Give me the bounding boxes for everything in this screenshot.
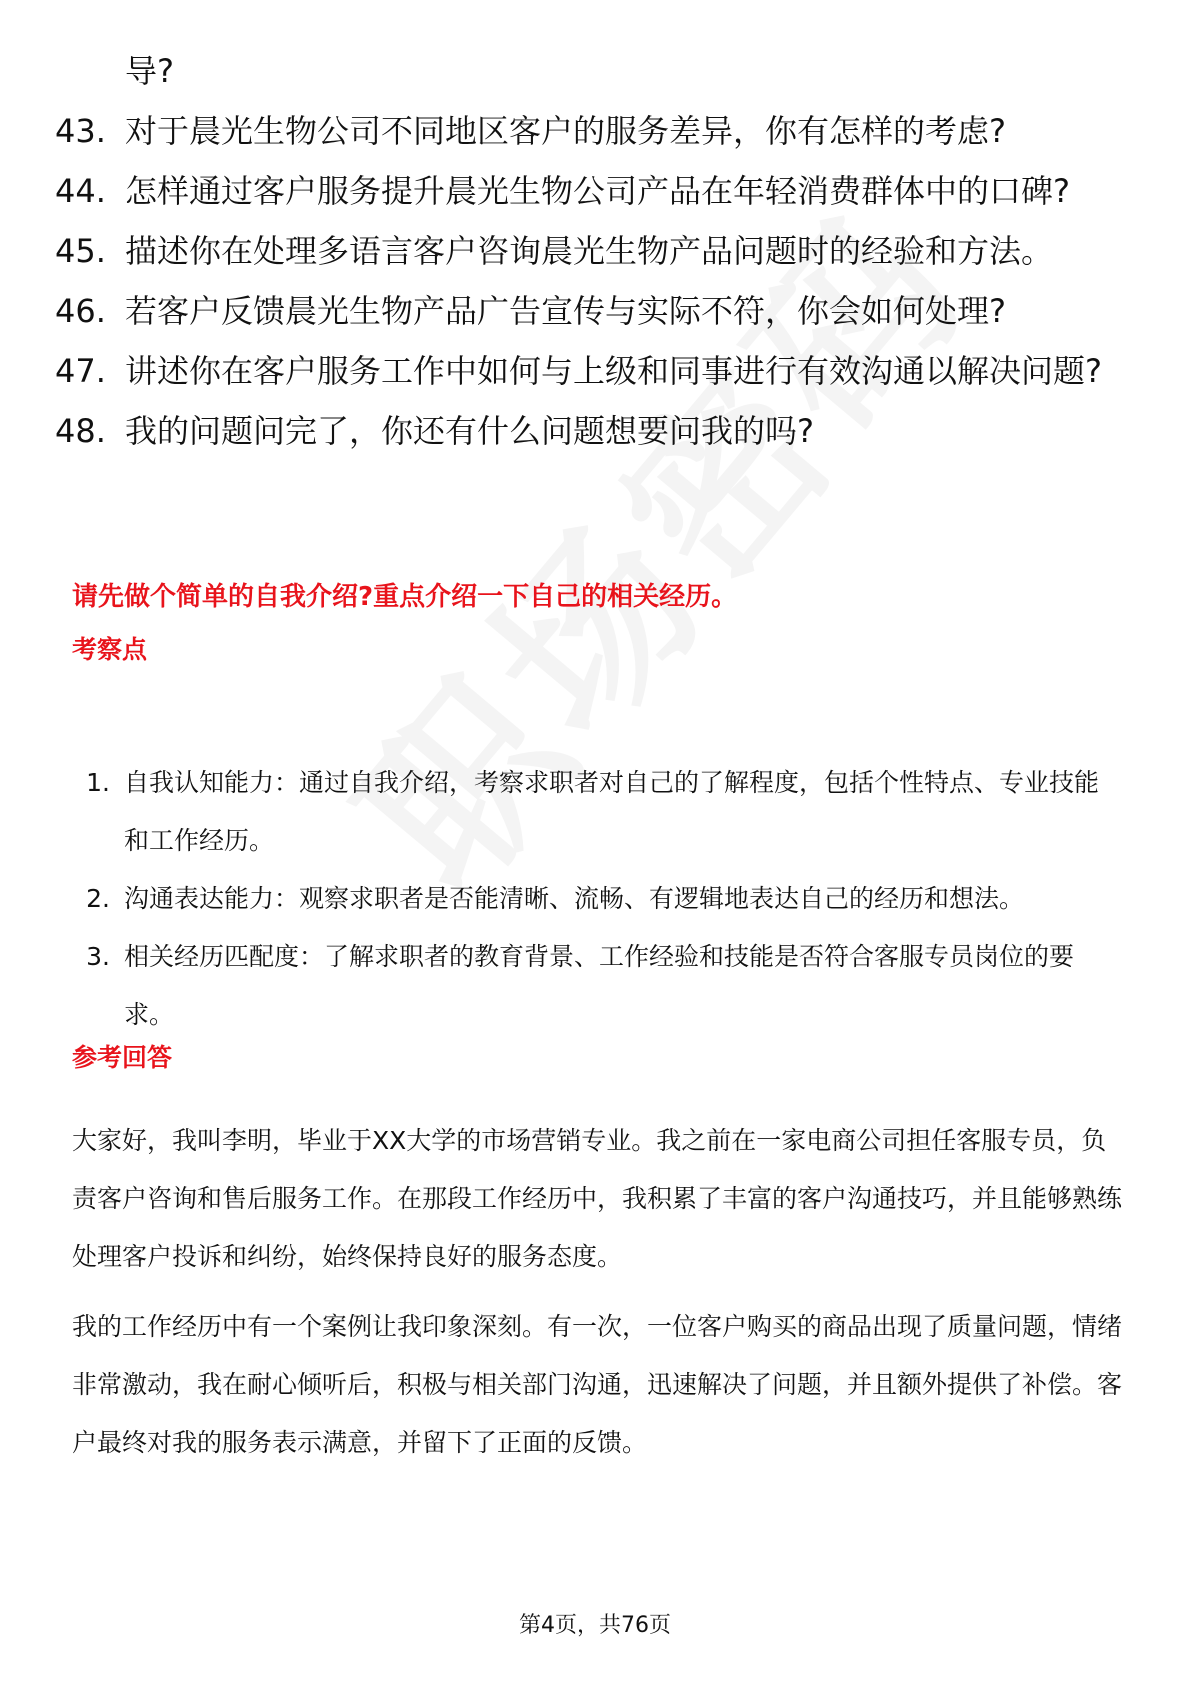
question-number: 44. (55, 172, 106, 210)
question-text: 讲述你在客户服务工作中如何与上级和同事进行有效沟通以解决问题? (125, 352, 1102, 390)
answer-paragraph: 我的工作经历中有一个案例让我印象深刻。有一次，一位客户购买的商品出现了质量问题，情绪非常激动，我在耐心倾听后，积极与相关部门沟通，迅速解决了问题，并且额外提供了补偿。客户最终对我的服务表示满意，并留下了正面的反馈。 (72, 1312, 1123, 1457)
question-number: 45. (55, 232, 106, 270)
point-text: 自我认知能力：通过自我介绍，考察求职者对自己的了解程度，包括个性特点、专业技能和工作经历。 (124, 768, 1100, 855)
question-number: 48. (55, 412, 106, 450)
question-item (55, 172, 1135, 210)
question-number: 46. (55, 292, 106, 330)
question-item (55, 292, 1135, 330)
question-number (55, 52, 125, 90)
point-number: 2. (86, 884, 110, 913)
question-text: 怎样通过客户服务提升晨光生物公司产品在年轻消费群体中的口碑? (125, 172, 1070, 210)
point-number: 1. (86, 768, 110, 797)
question-number: 47. (55, 352, 106, 390)
point-item (72, 870, 1122, 928)
point-text: 沟通表达能力：观察求职者是否能清晰、流畅、有逻辑地表达自己的经历和想法。 (124, 884, 1025, 913)
point-text: 相关经历匹配度：了解求职者的教育背景、工作经验和技能是否符合客服专员岗位的要求。 (124, 942, 1075, 1029)
question-text: 我的问题问完了，你还有什么问题想要问我的吗? (125, 412, 814, 450)
question-text: 若客户反馈晨光生物产品广告宣传与实际不符，你会如何处理? (125, 292, 1006, 330)
question-item (55, 52, 1135, 90)
point-item (72, 754, 1122, 870)
question-list (55, 52, 1135, 472)
answer-heading: 参考回答 (72, 1043, 173, 1072)
evaluation-points (72, 754, 1122, 1044)
question-item (55, 352, 1135, 390)
question-number: 43. (55, 112, 106, 150)
question-text: 描述你在处理多语言客户咨询晨光生物产品问题时的经验和方法。 (125, 232, 1054, 270)
points-heading: 考察点 (72, 635, 148, 664)
question-text: 导? (125, 52, 174, 90)
point-item (72, 928, 1122, 1044)
page-footer: 第4页，共76页 (519, 1613, 671, 1638)
question-item (55, 412, 1135, 450)
question-item (55, 232, 1135, 270)
question-item (55, 112, 1135, 150)
answer-paragraph: 大家好，我叫李明，毕业于XX大学的市场营销专业。我之前在一家电商公司担任客服专员，负责客户咨询和售后服务工作。在那段工作经历中，我积累了丰富的客户沟通技巧，并且能够熟练处理客户投诉和纠纷，始终保持良好的服务态度。 (72, 1126, 1123, 1271)
question-heading: 请先做个简单的自我介绍?重点介绍一下自己的相关经历。 (72, 582, 738, 612)
question-text: 对于晨光生物公司不同地区客户的服务差异，你有怎样的考虑? (125, 112, 1006, 150)
point-number: 3. (86, 942, 110, 971)
